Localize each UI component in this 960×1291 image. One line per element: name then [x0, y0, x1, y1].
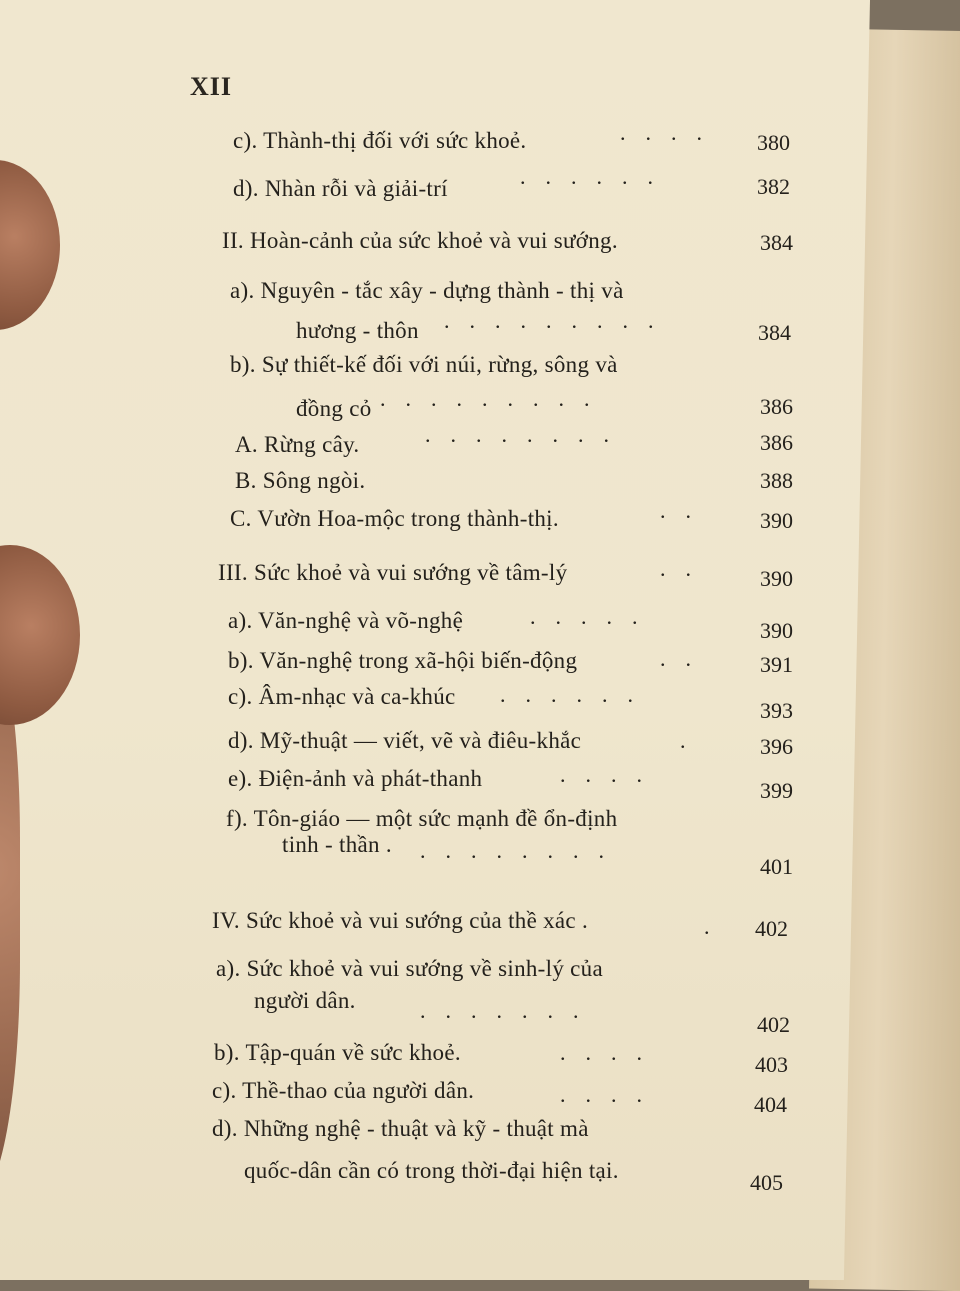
toc-entry-page: 393: [760, 698, 793, 723]
toc-entry-text: d). Nhàn rỗi và giải-trí: [233, 176, 448, 201]
toc-entry-page: 386: [760, 394, 793, 419]
toc-section-heading: II. Hoàn-cảnh của sức khoẻ và vui sướng.: [222, 228, 618, 253]
leader-dots: ..: [660, 498, 711, 523]
toc-entry-page: 401: [760, 854, 793, 879]
toc-entry-page: 384: [758, 320, 791, 345]
toc-entry-page: 388: [760, 468, 793, 493]
toc-entry-text: b). Văn-nghệ trong xã-hội biến-động: [228, 648, 578, 673]
toc-entry-page: 402: [757, 1012, 790, 1037]
toc-entry-text: hương - thôn: [296, 318, 419, 343]
toc-entry-page: 390: [760, 566, 793, 591]
leader-dots: ......: [520, 164, 673, 189]
toc-entry-text: đồng cỏ: [296, 396, 372, 421]
toc-entry-page: 404: [754, 1092, 787, 1117]
toc-entry-text: C. Vườn Hoa-mộc trong thành-thị.: [230, 506, 559, 531]
leader-dots: .........: [444, 308, 674, 333]
toc-entry-page: 384: [760, 230, 793, 255]
leader-dots: ..: [660, 556, 711, 581]
toc-entry-text: a). Nguyên - tắc xây - dựng thành - thị và: [230, 278, 624, 303]
toc-section-heading: III. Sức khoẻ và vui sướng về tâm-lý: [218, 560, 568, 585]
toc-entry-text: quốc-dân cần có trong thời-đại hiện tại.: [244, 1158, 619, 1183]
leader-dots: ....: [560, 1082, 662, 1107]
leader-dots: ........: [425, 422, 629, 447]
toc-section-heading: IV. Sức khoẻ và vui sướng của thề xác .: [212, 908, 589, 933]
toc-entry-page: 390: [760, 508, 793, 533]
toc-entry-page: 399: [760, 778, 793, 803]
leader-dots: ....: [560, 762, 662, 787]
toc-entry-page: 405: [750, 1170, 783, 1195]
toc-entry-text: e). Điện-ảnh và phát-thanh: [228, 766, 483, 791]
toc-entry-page: 403: [755, 1052, 788, 1077]
toc-entry-text: b). Tập-quán về sức khoẻ.: [214, 1040, 461, 1065]
leader-dots: .........: [380, 386, 610, 411]
toc-entry-text: a). Văn-nghệ và võ-nghệ: [228, 608, 464, 633]
toc-entry-page: 390: [760, 618, 793, 643]
toc-entry-text: d). Những nghệ - thuật và kỹ - thuật mà: [212, 1116, 589, 1141]
toc-entry-page: 402: [755, 916, 788, 941]
toc-entry-page: 391: [760, 652, 793, 677]
leader-dots: ........: [420, 838, 624, 863]
leader-dots: ....: [560, 1040, 662, 1065]
toc-entry-text: B. Sông ngòi.: [235, 468, 366, 493]
leader-dots: .: [680, 728, 706, 753]
toc-entry-text: f). Tôn-giáo — một sức mạnh đề ổn-định: [226, 806, 618, 831]
toc-entry-page: 386: [760, 430, 793, 455]
leader-dots: .....: [530, 604, 658, 629]
toc-entry-text: c). Âm-nhạc và ca-khúc: [228, 684, 456, 709]
leader-dots: ......: [500, 682, 653, 707]
leader-dots: .: [704, 914, 730, 939]
page-number: XII: [190, 72, 233, 101]
toc-entry-text: tinh - thần .: [282, 832, 392, 857]
toc-entry-page: 396: [760, 734, 793, 759]
toc-entry-text: d). Mỹ-thuật — viết, vẽ và điêu-khắc: [228, 728, 582, 753]
leader-dots: .......: [420, 998, 599, 1023]
toc-entry-text: a). Sức khoẻ và vui sướng về sinh-lý của: [216, 956, 603, 981]
toc-entry-page: 382: [757, 174, 790, 199]
toc-entry-text: b). Sự thiết-kế đối với núi, rừng, sông và: [230, 352, 618, 377]
leader-dots: ....: [620, 120, 722, 145]
toc-entry-page: 380: [757, 130, 790, 155]
toc-entry-text: c). Thành-thị đối với sức khoẻ.: [233, 128, 527, 153]
toc-entry-text: người dân.: [254, 988, 356, 1013]
toc-entry-text: A. Rừng cây.: [235, 432, 360, 457]
toc-entry-text: c). Thề-thao của người dân.: [212, 1078, 475, 1103]
leader-dots: ..: [660, 646, 711, 671]
